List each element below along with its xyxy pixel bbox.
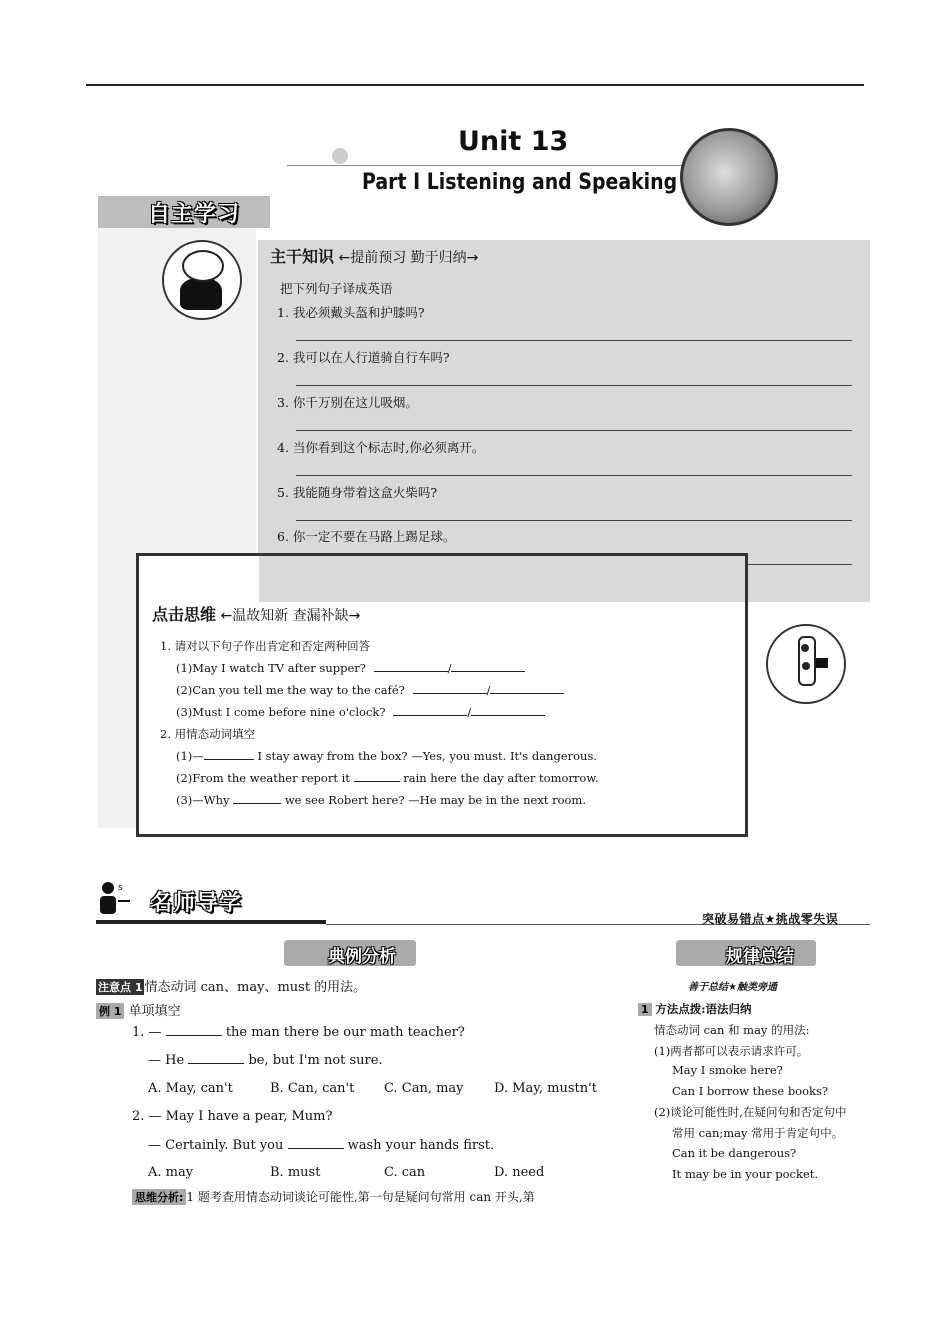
knowledge-heading	[270, 244, 478, 267]
part-title: Part Ⅰ Listening and Speaking	[362, 170, 678, 195]
answer-blank[interactable]	[393, 704, 467, 716]
thinking-q2-title: 2. 用情态动词填空	[160, 727, 256, 741]
top-rule	[86, 84, 864, 86]
ex2-answer: — Certainly. But you wash your hands first.	[148, 1138, 495, 1153]
answer-blank[interactable]	[413, 682, 487, 694]
answer-blank[interactable]	[490, 682, 564, 694]
ex1-question: 1. — the man there be our math teacher?	[132, 1025, 465, 1040]
rules-num: 1	[638, 1003, 652, 1016]
thinking-title: 点击思维	[152, 605, 217, 624]
question-5: 5. 我能随身带着这盒火柴吗?	[277, 485, 438, 500]
tower-photo-icon	[680, 128, 778, 226]
rules-line: (2)谈论可能性时,在疑问句和否定句中	[654, 1105, 847, 1119]
example-line	[96, 1000, 181, 1019]
rules-line: (1)两者都可以表示请求许可。	[654, 1044, 809, 1058]
thinking-q1-title: 1. 请对以下句子作出肯定和否定两种回答	[160, 639, 371, 653]
answer-blank[interactable]	[288, 1137, 344, 1149]
rules-banner	[676, 940, 816, 966]
mentor-slogan: 突破易错点★挑战零失误	[702, 912, 839, 926]
ex1-option-b: B. Can, can't	[270, 1081, 355, 1096]
rules-line: Can I borrow these books?	[672, 1084, 829, 1098]
question-4: 4. 当你看到这个标志时,你必须离开。	[277, 440, 485, 455]
decor-bubble	[332, 148, 348, 164]
answer-blank[interactable]	[204, 748, 254, 760]
answer-blank[interactable]	[451, 660, 525, 672]
examples-banner	[284, 940, 416, 966]
example-text: 单项填空	[128, 1004, 181, 1019]
self-study-title: 自主学习	[148, 202, 241, 227]
answer-line-4[interactable]	[296, 475, 852, 476]
mentor-title: 名师导学	[150, 891, 243, 916]
answer-line-1[interactable]	[296, 340, 852, 341]
frog-mascot-icon	[162, 240, 242, 320]
examples-title: 典例分析	[328, 947, 396, 967]
thinking-q2-item: (2)From the weather report it rain here the day after tomorrow.	[176, 771, 599, 785]
q1-item-text: (2)Can you tell me the way to the café?	[176, 683, 405, 697]
rules-slogan: 善于总结★触类旁通	[688, 982, 777, 993]
rules-line: Can it be dangerous?	[672, 1146, 797, 1160]
answer-line-3[interactable]	[296, 430, 852, 431]
ex1-option-d: D. May, mustn't	[494, 1081, 597, 1096]
note-text: 情态动词 can、may、must 的用法。	[144, 980, 367, 995]
q1-item-text: (3)Must I come before nine o'clock?	[176, 705, 386, 719]
thinking-subtitle: ←温故知新 查漏补缺→	[220, 608, 361, 624]
answer-blank[interactable]	[374, 660, 448, 672]
ex2-question: 2. — May I have a pear, Mum?	[132, 1109, 333, 1124]
analysis-text: 1 题考查用情态动词谈论可能性,第一句是疑问句常用 can 开头,第	[186, 1190, 535, 1204]
answer-blank[interactable]	[233, 792, 281, 804]
teacher-icon	[96, 878, 134, 918]
rules-line: May I smoke here?	[672, 1063, 783, 1077]
q1-item-text: (1)May I watch TV after supper?	[176, 661, 366, 675]
answer-blank[interactable]	[354, 770, 400, 782]
unit-title: Unit 13	[458, 126, 569, 157]
svg-text:s: s	[118, 883, 123, 893]
ex1-answer: — He be, but I'm not sure.	[148, 1053, 383, 1068]
self-study-bar	[98, 196, 270, 228]
rules-line: It may be in your pocket.	[672, 1167, 819, 1181]
rules-head: 1 方法点拨:语法归纳	[638, 1001, 752, 1017]
knowledge-title: 主干知识	[270, 247, 335, 266]
thinking-q1-item: (2)Can you tell me the way to the café? /	[176, 682, 564, 697]
analysis-line	[132, 1188, 535, 1205]
ex1-option-c: C. Can, may	[384, 1081, 464, 1096]
question-1: 1. 我必须戴头盔和护膝吗?	[277, 305, 425, 320]
answer-blank[interactable]	[166, 1024, 222, 1036]
question-6: 6. 你一定不要在马路上踢足球。	[277, 529, 456, 544]
ex1-option-a: A. May, can't	[148, 1081, 233, 1096]
thinking-q1-item: (3)Must I come before nine o'clock? /	[176, 704, 545, 719]
thinking-q1-item: (1)May I watch TV after supper? /	[176, 660, 525, 675]
answer-blank[interactable]	[471, 704, 545, 716]
thinking-heading	[152, 602, 360, 625]
ex2-option-c: C. can	[384, 1165, 426, 1180]
note-tag: 注意点 1	[98, 981, 143, 994]
ex2-option-d: D. need	[494, 1165, 545, 1180]
answer-line-5[interactable]	[296, 520, 852, 521]
translate-instruction: 把下列句子译成英语	[280, 281, 393, 296]
note-line	[96, 976, 366, 995]
knowledge-subtitle: ←提前预习 勤于归纳→	[338, 250, 479, 266]
rules-title: 规律总结	[726, 947, 794, 967]
thinking-q2-item: (1)— I stay away from the box? —Yes, you must. It's dangerous.	[176, 749, 598, 763]
answer-line-2[interactable]	[296, 385, 852, 386]
ex2-option-b: B. must	[270, 1165, 321, 1180]
question-2: 2. 我可以在人行道骑自行车吗?	[277, 350, 450, 365]
rules-line: 情态动词 can 和 may 的用法:	[654, 1023, 810, 1037]
ex2-option-a: A. may	[148, 1165, 194, 1180]
mentor-bar	[96, 920, 326, 924]
analysis-tag: 思维分析:	[132, 1189, 186, 1205]
answer-blank[interactable]	[188, 1052, 244, 1064]
example-tag: 例 1	[96, 1003, 124, 1019]
question-3: 3. 你千万别在这儿吸烟。	[277, 395, 418, 410]
title-rule	[287, 165, 687, 166]
thinking-q2-item: (3)—Why we see Robert here? —He may be in the next room.	[176, 793, 586, 807]
giraffe-mascot-icon	[766, 624, 846, 704]
rules-line: 常用 can;may 常用于肯定句中。	[672, 1126, 844, 1140]
